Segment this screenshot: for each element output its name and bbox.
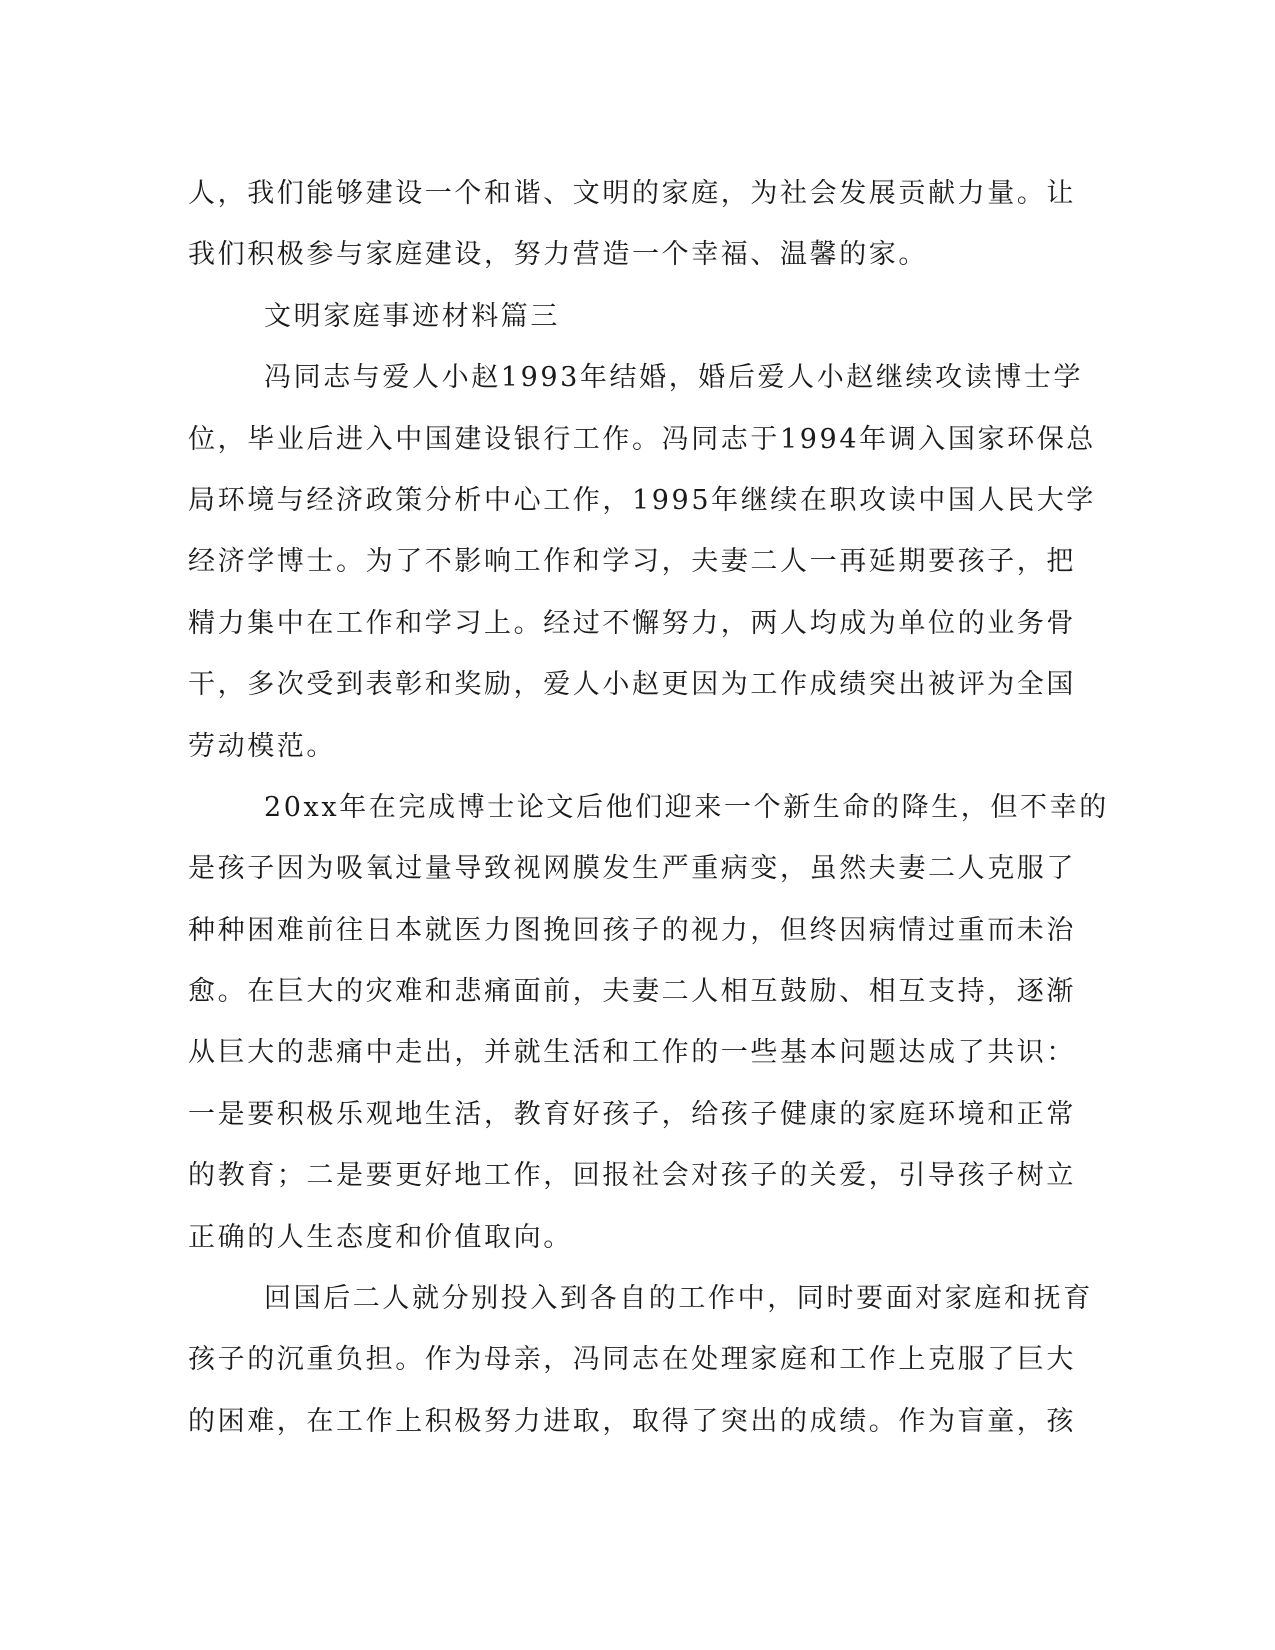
paragraph-line: 孩子的沉重负担。作为母亲，冯同志在处理家庭和工作上克服了巨大 xyxy=(188,1344,1076,1376)
paragraph-line: 是孩子因为吸氧过量导致视网膜发生严重病变，虽然夫妻二人克服了 xyxy=(188,853,1076,885)
paragraph-line: 我们积极参与家庭建设，努力营造一个幸福、温馨的家。 xyxy=(188,239,928,271)
paragraph-line: 的困难，在工作上积极努力进取，取得了突出的成绩。作为盲童，孩 xyxy=(188,1405,1076,1437)
paragraph-line: 位，毕业后进入中国建设银行工作。冯同志于1994年调入国家环保总 xyxy=(188,423,1096,455)
paragraph-line: 人，我们能够建设一个和谐、文明的家庭，为社会发展贡献力量。让 xyxy=(188,178,1076,209)
paragraph-line: 种种困难前往日本就医力图挽回孩子的视力，但终因病情过重而未治 xyxy=(188,914,1076,946)
paragraph-line: 正确的人生态度和价值取向。 xyxy=(188,1221,573,1253)
paragraph-line: 干，多次受到表彰和奖励，爱人小赵更因为工作成绩突出被评为全国 xyxy=(188,669,1076,701)
paragraph-line: 一是要积极乐观地生活，教育好孩子，给孩子健康的家庭环境和正常 xyxy=(188,1098,1076,1130)
paragraph-line: 劳动模范。 xyxy=(188,730,336,762)
paragraph-line: 精力集中在工作和学习上。经过不懈努力，两人均成为单位的业务骨 xyxy=(188,607,1076,639)
paragraph-line: 冯同志与爱人小赵1993年结婚，婚后爱人小赵继续攻读博士学 xyxy=(264,362,1084,394)
section-heading: 文明家庭事迹材料篇三 xyxy=(264,300,560,332)
paragraph-line: 回国后二人就分别投入到各自的工作中，同时要面对家庭和抚育 xyxy=(264,1283,1093,1315)
paragraph-line: 愈。在巨大的灾难和悲痛面前，夫妻二人相互鼓励、相互支持，逐渐 xyxy=(188,976,1076,1008)
paragraph-line: 从巨大的悲痛中走出，并就生活和工作的一些基本问题达成了共识： xyxy=(188,1037,1076,1069)
document-body xyxy=(188,163,1109,1452)
paragraph-line: 的教育；二是要更好地工作，回报社会对孩子的关爱，引导孩子树立 xyxy=(188,1160,1076,1192)
paragraph-line: 局环境与经济政策分析中心工作，1995年继续在职攻读中国人民大学 xyxy=(188,484,1096,516)
paragraph-line: 20xx年在完成博士论文后他们迎来一个新生命的降生，但不幸的 xyxy=(264,791,1109,823)
paragraph-line: 经济学博士。为了不影响工作和学习，夫妻二人一再延期要孩子，把 xyxy=(188,546,1076,578)
